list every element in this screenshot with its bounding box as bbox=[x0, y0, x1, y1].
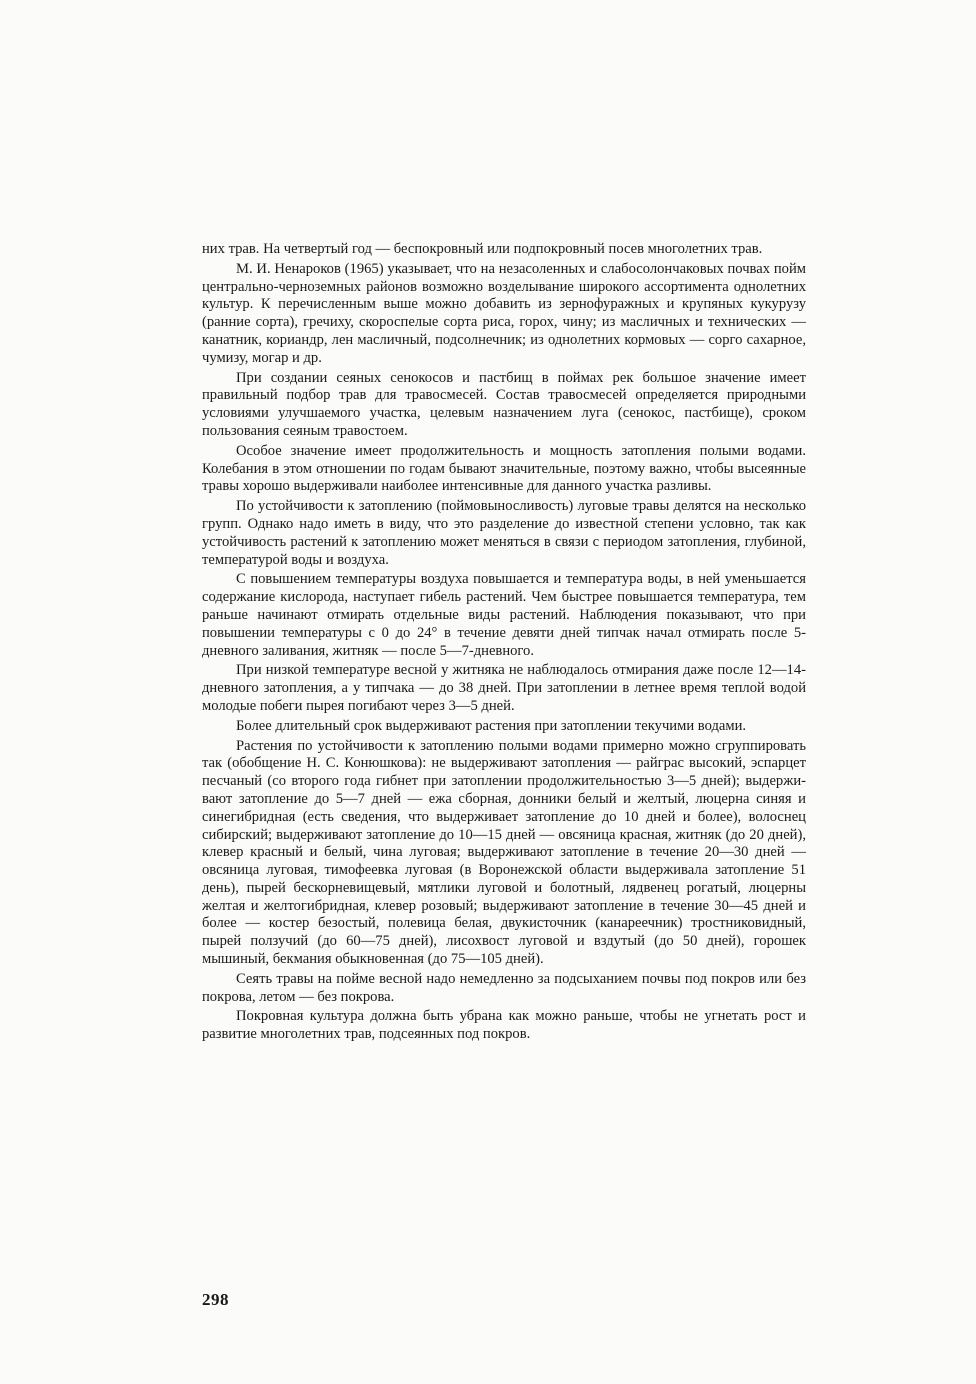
page-number: 298 bbox=[202, 1290, 229, 1309]
paragraph-4: Особое значение имеет продолжительность и мощность затопления полыми водами. Колебания в этом отношении по годам бывают значительные, поэтому важно, чтобы высеянные травы хорошо выдерживали наиболее интенсивные для данного участка разливы. bbox=[202, 442, 806, 495]
paragraph-6: С повышением температуры воздуха повышается и температура воды, в ней уменьшается содержание кислорода, наступает гибель растений. Чем быстрее повышается температура, тем раньше начинают отмирать отдельные виды растений. Наблюдения показывают, что при повышении температуры с 0 до 24° в течение девяти дней типчак начал отмирать после 5-дневного заливания, житняк — после 5—7-дневного. bbox=[202, 571, 806, 659]
paragraph-11: Покровная культура должна быть убрана как можно раньше, чтобы не угнетать рост и развитие многолетних трав, подсеянных под покров. bbox=[202, 1008, 806, 1043]
paragraph-3: При создании сеяных сенокосов и пастбищ в поймах рек большое значение имеет правильный подбор трав для травосмесей. Состав травосмесей определяется природными условиями улучшаемого участка, целевым назначением луга (сенокос, пастбище), сроком пользования сеяным травостоем. bbox=[202, 369, 806, 439]
body-text bbox=[202, 241, 806, 1046]
paragraph-9: Растения по устойчивости к затоплению полыми водами примерно можно сгруппировать так (обобщение Н. С. Конюшкова): не выдерживают затопления — райграс высокий, эспарцет песчаный (со второго года гибнет при затоплении продолжительностью 3—5 дней); выдерживают затопление до 5—7 дней — ежа сборная, донники белый и желтый, люцерна синяя и синегибридная (есть сведения, что выдерживает затопление до 10 дней и более), волоснец сибирский; выдерживают затопление до 10—15 дней — овсяница красная, житняк (до 20 дней), клевер красный и белый, чина луговая; выдерживают затопление в течение 20—30 дней — овсяница луговая, тимофеевка луговая (в Воронежской области выдерживала затопление 51 день), пырей бескорневищевый, мятлики луговой и болотный, лядвенец рогатый, люцерны желтая и желтогибридная, клевер розовый; выдерживают затопление в течение 30—45 дней и более — костер безостый, полевица белая, двукисточник (канареечник) тростниковидный, пырей ползучий (до 60—75 дней), лисохвост луговой и вздутый (до 50 дней), горошек мышиный, бекмания обыкновенная (до 75—105 дней). bbox=[202, 737, 806, 968]
paragraph-8: Более длительный срок выдерживают растения при затоплении текучими водами. bbox=[236, 717, 747, 734]
paragraph-10: Сеять травы на пойме весной надо немедленно за подсыханием почвы под покров или без покрова, летом — без покрова. bbox=[202, 970, 806, 1005]
paragraph-7: При низкой температуре весной у житняка не наблюдалось отмирания даже после 12—14-дневного затопления, а у типчака — до 38 дней. При затоплении в летнее время теплой водой молодые побеги пырея погибают через 3—5 дней. bbox=[202, 662, 806, 714]
paragraph-5: По устойчивости к затоплению (поймовыносливость) луговые травы делятся на несколько групп. Однако надо иметь в виду, что это разделение до известной степени условно, так как устойчивость растений к затоплению может меняться в связи с периодом затопления, глубиной, температурой воды и воздуха. bbox=[202, 498, 806, 568]
paragraph-2: М. И. Ненароков (1965) указывает, что на незасоленных и слабосолончаковых почвах пойм центрально-черноземных районов возможно возделывание широкого ассортимента однолетних культур. К перечисленным выше можно добавить из зернофуражных и крупяных кукурузу (ранние сорта), гречиху, скороспелые сорта риса, горох, чину; из масличных и технических — канатник, кориандр, лен масличный, подсолнечник; из однолетних кормовых — сорго сахарное, чумизу, могар и др. bbox=[202, 260, 806, 366]
paragraph-1: них трав. На четвертый год — беспокровный или подпокровный посев многолетних трав. bbox=[202, 241, 763, 257]
